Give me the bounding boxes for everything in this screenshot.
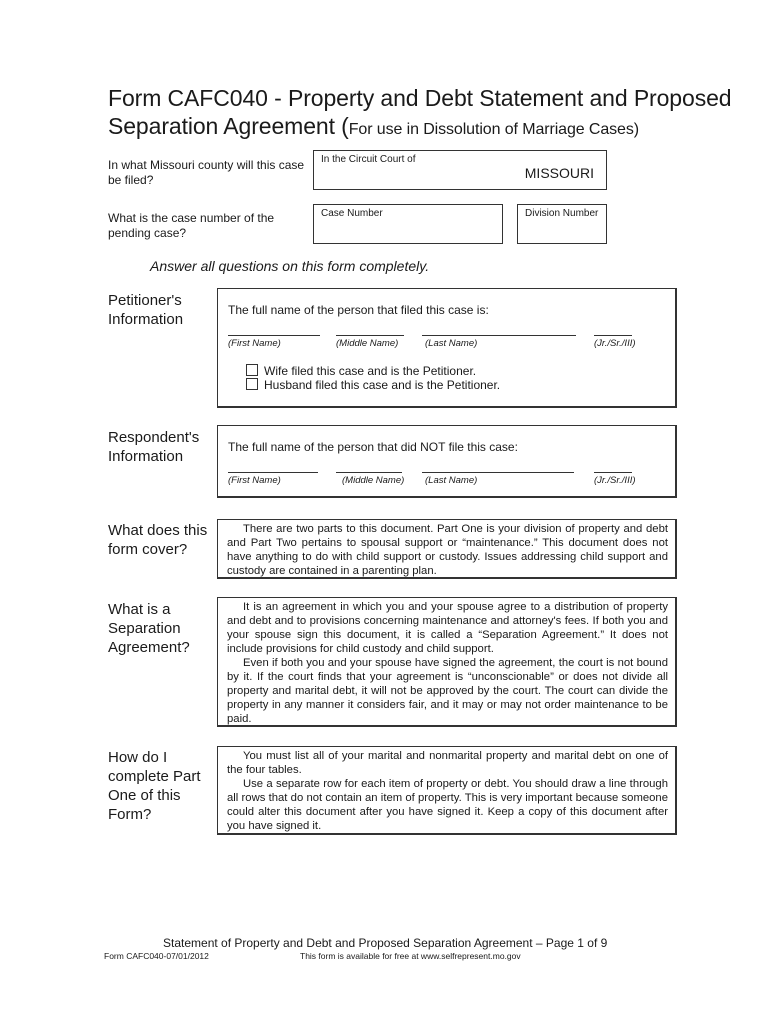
- husband-filed-checkbox[interactable]: [246, 378, 258, 390]
- respondent-last-label: (Last Name): [425, 475, 478, 486]
- petitioner-box: [217, 288, 677, 408]
- wife-filed-label: Wife filed this case and is the Petitioner.: [264, 364, 477, 378]
- circuit-court-box[interactable]: [313, 150, 607, 190]
- title-line-1: Form CAFC040 - Property and Debt Statement and Proposed: [108, 85, 732, 111]
- respondent-suffix-label: (Jr./Sr./III): [594, 475, 636, 486]
- petitioner-middle-label: (Middle Name): [336, 338, 399, 349]
- petitioner-first-label: (First Name): [228, 338, 281, 349]
- title-line-2-sub: For use in Dissolution of Marriage Cases): [348, 121, 639, 138]
- form-title: [108, 84, 731, 144]
- respondent-middle-name-line[interactable]: [336, 472, 402, 473]
- separation-heading: What is a Separation Agreement?: [108, 601, 190, 656]
- state-name: MISSOURI: [524, 165, 594, 181]
- county-question: In what Missouri county will this case be filed?: [108, 158, 305, 187]
- respondent-suffix-line[interactable]: [594, 472, 632, 473]
- case-number-label: Case Number: [321, 208, 383, 219]
- husband-filed-option[interactable]: [246, 378, 500, 392]
- footer-availability: This form is available for free at www.selfrepresent.mo.gov: [300, 951, 521, 961]
- title-line-2-main: Separation Agreement (: [108, 113, 349, 139]
- cover-box: [217, 519, 677, 579]
- petitioner-first-name-line[interactable]: [228, 335, 320, 336]
- cover-text: There are two parts to this document. Part One is your division of property and debt and Part Two pertains to spousal support or “maintenance.” This document does not have anything to do with child support or custody. Issues addressing child support and custody are contained in a parenting plan.: [227, 523, 668, 577]
- petitioner-suffix-label: (Jr./Sr./III): [594, 338, 636, 349]
- footer-form-id: Form CAFC040-07/01/2012: [104, 951, 209, 961]
- howto-box: [217, 746, 677, 835]
- respondent-middle-label: (Middle Name): [342, 475, 405, 486]
- respondent-lead: The full name of the person that did NOT file this case:: [228, 440, 518, 454]
- respondent-first-label: (First Name): [228, 475, 281, 486]
- petitioner-suffix-line[interactable]: [594, 335, 632, 336]
- footer-page-line: Statement of Property and Debt and Proposed Separation Agreement – Page 1 of 9: [163, 936, 608, 950]
- husband-filed-label: Husband filed this case and is the Petitioner.: [264, 378, 501, 392]
- petitioner-last-label: (Last Name): [425, 338, 478, 349]
- separation-box: [217, 597, 677, 727]
- circuit-court-label: In the Circuit Court of: [321, 154, 416, 165]
- cover-heading: What does this form cover?: [108, 522, 208, 558]
- howto-paragraph-2: Use a separate row for each item of property or debt. You should draw a line through all rows that do not contain an item of property. This is very important because someone could alter this document after you have signed it. Keep a copy of this document after you have signed it.: [227, 778, 668, 832]
- petitioner-lead: The full name of the person that filed this case is:: [228, 303, 489, 317]
- case-number-question: What is the case number of the pending case?: [108, 211, 275, 240]
- respondent-last-name-line[interactable]: [422, 472, 574, 473]
- separation-paragraph-2: Even if both you and your spouse have signed the agreement, the court is not bound by it. If the court finds that your agreement is “unconscionable” or does not divide all property and marital debt, it will not be approved by the court. The court can divide the property in any manner it considers fair, and it may or may not order maintenance to be paid.: [227, 657, 668, 725]
- respondent-box: [217, 425, 677, 498]
- wife-filed-checkbox[interactable]: [246, 364, 258, 376]
- petitioner-middle-name-line[interactable]: [336, 335, 404, 336]
- howto-heading: How do I complete Part One of this Form?: [108, 749, 201, 823]
- respondent-first-name-line[interactable]: [228, 472, 318, 473]
- respondent-heading: Respondent's Information: [108, 429, 200, 465]
- case-number-box[interactable]: [313, 204, 503, 244]
- wife-filed-option[interactable]: [246, 364, 476, 378]
- petitioner-heading: Petitioner's Information: [108, 292, 184, 328]
- petitioner-last-name-line[interactable]: [422, 335, 576, 336]
- separation-paragraph-1: It is an agreement in which you and your spouse agree to a distribution of property and debt and to provisions concerning maintenance and attorney's fees. If both you and your spouse sign this document, it is called a “Separation Agreement.” It does not include provisions for child custody and child support.: [227, 601, 668, 655]
- instruction-text: Answer all questions on this form completely.: [150, 258, 430, 274]
- howto-paragraph-1: You must list all of your marital and nonmarital property and marital debt on one of the four tables.: [227, 750, 668, 776]
- division-number-box[interactable]: [517, 204, 607, 244]
- title-line-2: [108, 112, 731, 144]
- division-number-label: Division Number: [525, 208, 599, 219]
